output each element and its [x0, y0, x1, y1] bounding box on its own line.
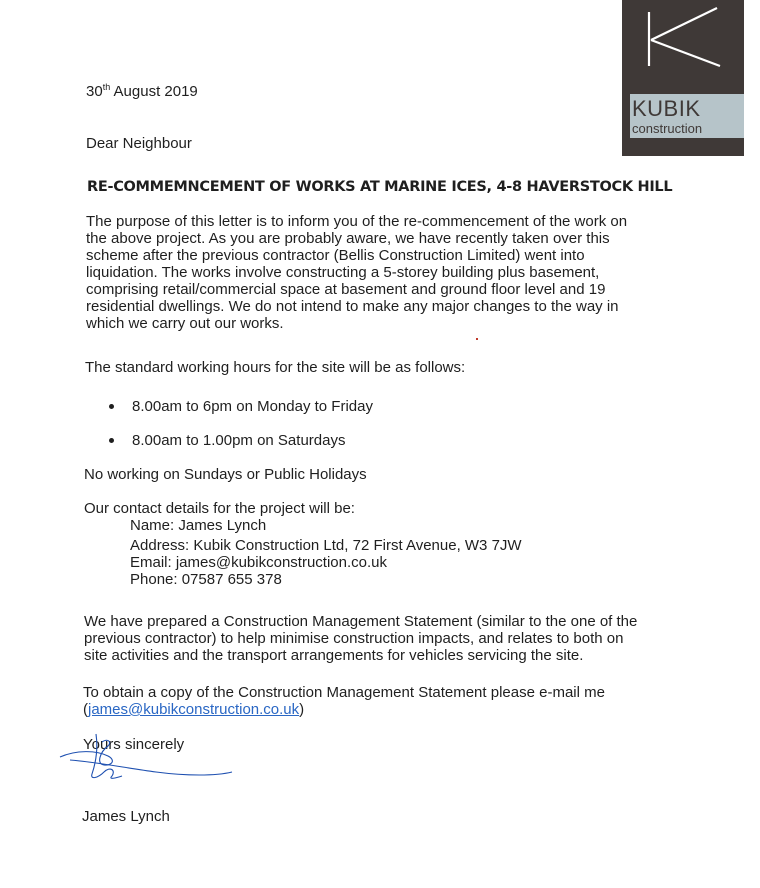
hours-item — [132, 398, 373, 415]
k-monogram-icon — [622, 0, 744, 94]
contact-email: Email: james@kubikconstruction.co.uk — [130, 554, 387, 571]
intro-paragraph — [86, 213, 627, 332]
salutation: Dear Neighbour — [86, 135, 192, 152]
cms-line: site activities and the transport arrangements for vehicles servicing the site. — [84, 647, 584, 664]
intro-line: scheme after the previous contractor (Bellis Construction Limited) went into — [86, 247, 585, 264]
logo-subtitle: construction — [632, 121, 703, 136]
intro-line: the above project. As you are probably aware, we have recently taken over this — [86, 230, 610, 247]
ink-speck — [476, 338, 478, 340]
kubik-logo — [622, 0, 744, 156]
logo-brand: KUBIK — [632, 96, 701, 121]
intro-line: liquidation. The works involve constructing a 5-storey building plus basement, — [86, 264, 600, 281]
hours-item-text: 8.00am to 6pm on Monday to Friday — [132, 398, 373, 415]
intro-line: The purpose of this letter is to inform you of the re-commencement of the work on — [86, 213, 628, 230]
hours-item — [132, 432, 345, 449]
intro-line: which we carry out our works. — [86, 315, 284, 332]
contact-intro: Our contact details for the project will be: — [84, 500, 355, 517]
bullet-icon — [109, 404, 114, 409]
closing: Yours sincerely — [83, 736, 185, 753]
contact-name: Name: James Lynch — [130, 517, 267, 534]
contact-address: Address: Kubik Construction Ltd, 72 First Avenue, W3 7JW — [130, 537, 522, 554]
contact-phone: Phone: 07587 655 378 — [130, 571, 282, 588]
no-working-note: No working on Sundays or Public Holidays — [84, 466, 367, 483]
email-link[interactable]: james@kubikconstruction.co.uk — [88, 701, 300, 718]
copy-email-line: (james@kubikconstruction.co.uk) — [83, 701, 305, 718]
letter-date: 30th August 2019 — [86, 82, 198, 100]
subject-heading: RE-COMMEMNCEMENT OF WORKS AT MARINE ICES, 4-8 HAVERSTOCK HILL — [87, 179, 673, 195]
cms-paragraph — [84, 613, 637, 664]
copy-request: To obtain a copy of the Construction Management Statement please e-mail me — [83, 684, 605, 701]
signatory-name: James Lynch — [82, 808, 170, 825]
hours-intro: The standard working hours for the site will be as follows: — [85, 359, 466, 376]
hours-item-text: 8.00am to 1.00pm on Saturdays — [132, 432, 346, 449]
intro-line: residential dwellings. We do not intend to make any major changes to the way in — [86, 298, 619, 315]
cms-line: previous contractor) to help minimise construction impacts, and relates to both on — [84, 630, 624, 647]
bullet-icon — [109, 438, 114, 443]
handwritten-signature — [56, 732, 236, 792]
intro-line: comprising retail/commercial space at basement and ground floor level and 19 — [86, 281, 606, 298]
cms-line: We have prepared a Construction Management Statement (similar to the one of the — [84, 613, 638, 630]
